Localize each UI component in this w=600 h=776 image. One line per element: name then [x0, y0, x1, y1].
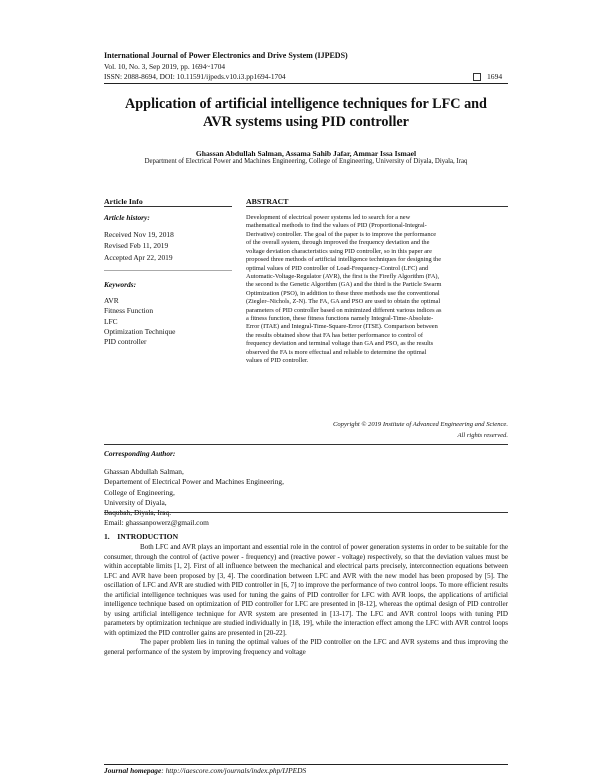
corresponding-line: University of Diyala, [104, 497, 167, 507]
history-revised: Revised Feb 11, 2019 [104, 241, 169, 251]
abstract-rule [246, 206, 508, 207]
keyword-item: LFC [104, 316, 118, 326]
copyright-line-1: Copyright © 2019 Institute of Advanced Engineering and Science. [332, 421, 508, 428]
abstract-line: Optimization (PSO), in addition to these three methods use the conventional [246, 289, 440, 297]
keywords-rule [104, 270, 232, 271]
corresponding-line: College of Engineering, [104, 487, 175, 497]
keywords-list [104, 296, 175, 347]
abstract-line: of the overall system, through improved the frequency deviation and the [246, 239, 430, 247]
title-line-2: AVR systems using PID controller [203, 114, 409, 130]
abstract-line: voltage deviation characteristics using PID controller, so in this paper are [246, 247, 432, 255]
abstract-line: the second is the Genetic Algorithm (GA) and the third is the Particle Swarm [246, 281, 442, 289]
copyright-line-2: All rights reserved. [457, 431, 508, 439]
paper-title [104, 95, 508, 131]
footer-divider [104, 764, 508, 765]
introduction-heading: 1. INTRODUCTION [104, 532, 179, 541]
intro-paragraph-1: Both LFC and AVR plays an important and essential role in the control of power generation systems in order to be suitable for the consumer, through the control of (active power - frequency) and (reactive power - voltage) respectively, so that the deviation values must be within acceptable limits [1, 2]. First of all influence between the mechanical and electrical parts precisely, interconnection equations between LFC and AVR have been proposed by [3, 4]. The coordination between LFC and AVR with the new model has been proposed by [5]. The oscillation of LFC and AVR are studied with PID controller in [6, 7] to improve the performance of two control loops. To more efficient results the artificial intelligence techniques was used for tuning the gains of PID controller for LFC with AVR loops, the applications of artificial intelligence technique based on optimization of PID controller for LFC are presented in [8-12], whereas the optimal design of PID controller by using artificial intelligence technique for AVR system are presented in [13-17]. The LFC and AVR control loops with tuning PID parameters by optimization technique are studied individually in [18, 19], while the interaction effect among the LFC with AVR control loops with optimized the PID controller gains are presented in [20-22]. [104, 543, 508, 637]
header-divider [104, 83, 508, 84]
abstract-line: optimal values of PID controller of Load-Frequency-Control (LFC) and [246, 264, 429, 272]
abstract-line: Automatic-Voltage-Regulator (AVR), the first is the Firefly Algorithm (FA), [246, 272, 440, 280]
journal-name: International Journal of Power Electronics and Drive System (IJPEDS) [104, 51, 348, 60]
corresponding-heading: Corresponding Author: [104, 449, 176, 458]
authors: Ghassan Abdullah Salman, Assama Sahib Jafar, Ammar Issa Ismael [195, 149, 417, 158]
footer [104, 766, 306, 775]
page-number: 1694 [487, 72, 503, 81]
abstract-line: mathematical methods to find the values of PID (Proportional-Integral- [246, 222, 427, 230]
keywords-heading: Keywords: [104, 280, 137, 289]
intro-paragraph-2: The paper problem lies in tuning the optimal values of the PID controller on the LFC and AVR systems and thus improving the general performance of the system by improving frequency and voltage [104, 638, 508, 657]
corresponding-line: Ghassan Abdullah Salman, [104, 467, 184, 476]
article-info-heading: Article Info [104, 197, 143, 206]
abstract-line: Error (ITAE) and Integral-Time-Square-Error (ITSE). Comparison between [246, 323, 438, 331]
abstract-line: Derivative) controller. The goal of the paper is to improve the performance [246, 230, 437, 238]
introduction-body [104, 543, 508, 658]
abstract-line: parameters of PID controller based on minimized different various indices as [246, 306, 442, 314]
keyword-item: Optimization Technique [104, 326, 176, 336]
keyword-item: AVR [104, 296, 119, 305]
abstract-line: Development of electrical power systems led to search for a new [246, 214, 411, 221]
history-accepted: Accepted Apr 22, 2019 [104, 252, 173, 262]
keyword-item: PID controller [104, 337, 147, 347]
title-line-1: Application of artificial intelligence techniques for LFC and [125, 96, 487, 112]
corresponding-line [104, 508, 284, 518]
abstract-line: (Ziegler–Nichols, Z-N). The FA, GA and PSO are used to obtain the optimal [246, 298, 441, 306]
keyword-item: Fitness Function [104, 306, 154, 316]
abstract-heading: ABSTRACT [246, 197, 289, 206]
article-info-rule [104, 206, 232, 207]
affiliation: Department of Electrical Power and Machines Engineering, College of Engineering, University of Diyala, Diyala, Iraq [144, 158, 468, 165]
volume-line: Vol. 10, No. 3, Sep 2019, pp. 1694~1704 [104, 62, 226, 71]
footer-url[interactable]: : http://iaescore.com/journals/index.php/IJPEDS [161, 766, 307, 775]
history-list [104, 229, 174, 263]
history-received: Received Nov 19, 2018 [104, 230, 174, 239]
abstract-line: values of PID controller. [246, 357, 309, 365]
abstract-line: observed the FA is more effectual and reliable to determine the optimal [246, 348, 427, 356]
corresponding-details [104, 467, 284, 529]
corresponding-line: Departement of Electrical Power and Machines Engineering, [104, 477, 284, 487]
corresponding-email[interactable]: Email: ghassanpowerz@gmail.com [104, 518, 209, 528]
corresponding-bottom-rule [104, 512, 508, 513]
abstract-line: frequency deviation and terminal voltage than GA and PSO, as the results [246, 340, 434, 348]
corresponding-rule [104, 444, 508, 445]
abstract-text [246, 214, 508, 366]
issn-doi-line: ISSN: 2088-8694, DOI: 10.11591/ijpeds.v10.i3.pp1694-1704 [104, 72, 286, 81]
history-heading: Article history: [104, 213, 150, 222]
abstract-line: the results obtained show that FA has better performance to control of [246, 331, 423, 339]
footer-label: Journal homepage [104, 766, 162, 775]
copyright-notice [246, 420, 508, 441]
abstract-line: proposed three methods of artificial intelligence techniques for designing the [246, 256, 442, 264]
page-box-icon [473, 73, 481, 81]
abstract-line: a fitness function, these fitness functions namely Integral-Time-Absolute- [246, 315, 434, 323]
